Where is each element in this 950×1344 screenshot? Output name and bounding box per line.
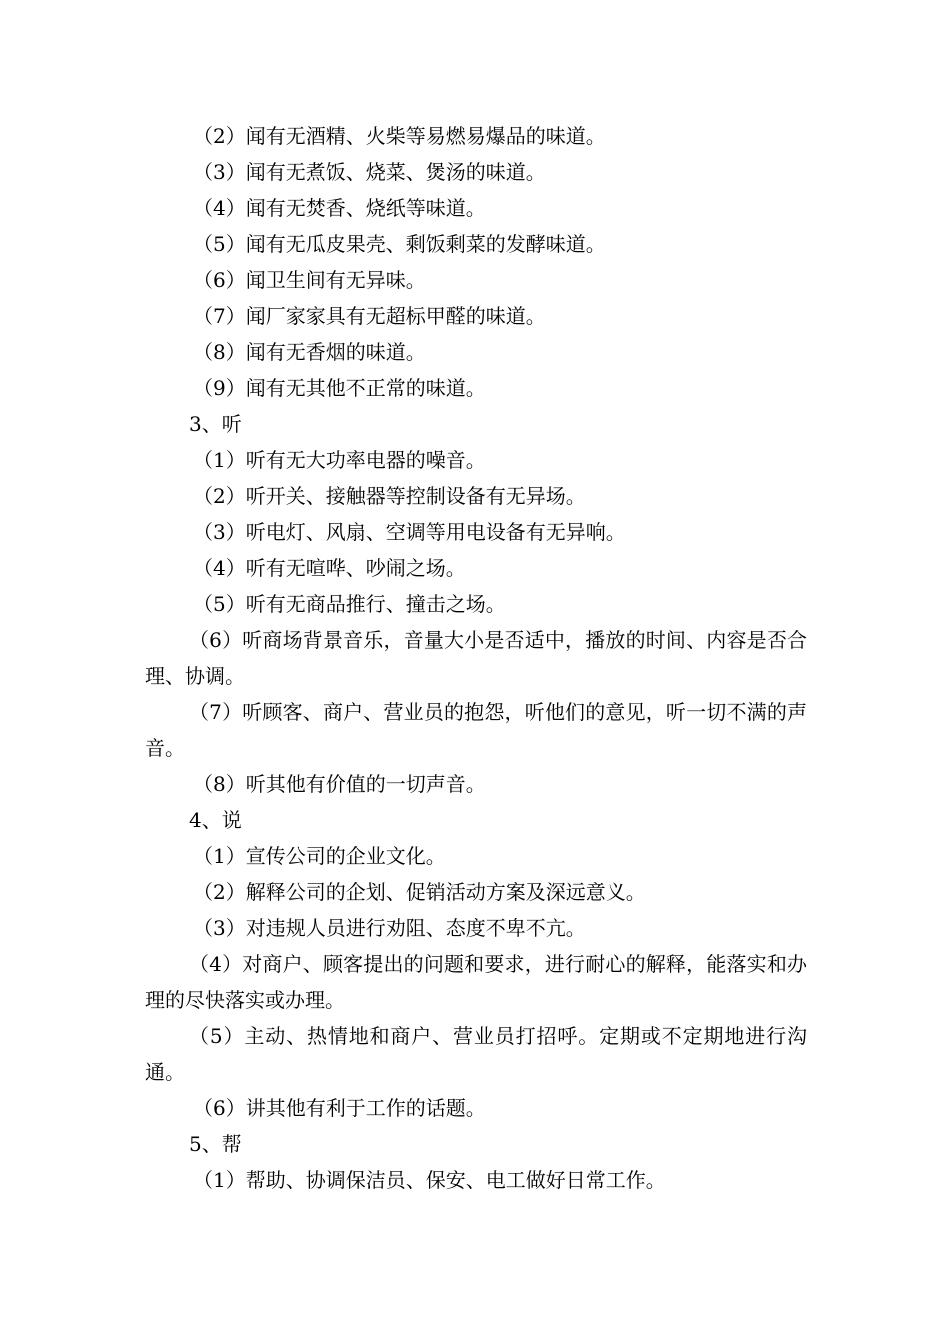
document-body (145, 118, 807, 1198)
list-item: （8）听其他有价值的一切声音。 (193, 772, 486, 796)
list-item: （2）听开关、接触器等控制设备有无异场。 (193, 484, 586, 508)
list-item: （1）帮助、协调保洁员、保安、电工做好日常工作。 (193, 1168, 666, 1192)
list-item: （4）闻有无焚香、烧纸等味道。 (193, 196, 486, 220)
list-item: （1）听有无大功率电器的噪音。 (193, 448, 486, 472)
list-item: （7）听顾客、商户、营业员的抱怨，听他们的意见，听一切不满的声音。 (145, 700, 807, 760)
list-item: （4）对商户、顾客提出的问题和要求，进行耐心的解释，能落实和办理的尽快落实或办理。 (145, 952, 807, 1012)
list-item: （6）讲其他有利于工作的话题。 (193, 1096, 486, 1120)
section-heading: 5、帮 (189, 1132, 242, 1156)
section-heading: 4、说 (189, 808, 242, 832)
list-item: （7）闻厂家家具有无超标甲醛的味道。 (193, 304, 546, 328)
list-item: （5）听有无商品推行、撞击之场。 (193, 592, 506, 616)
list-item: （6）闻卫生间有无异味。 (193, 268, 426, 292)
list-item: （5）闻有无瓜皮果壳、剩饭剩菜的发酵味道。 (193, 232, 606, 256)
list-item: （3）闻有无煮饭、烧菜、煲汤的味道。 (193, 160, 546, 184)
list-item: （3）对违规人员进行劝阻、态度不卑不亢。 (193, 916, 586, 940)
list-item: （9）闻有无其他不正常的味道。 (193, 376, 486, 400)
list-item: （6）听商场背景音乐，音量大小是否适中，播放的时间、内容是否合理、协调。 (145, 628, 807, 688)
list-item: （1）宣传公司的企业文化。 (193, 844, 446, 868)
section-heading: 3、听 (189, 412, 242, 436)
list-item: （3）听电灯、风扇、空调等用电设备有无异响。 (193, 520, 626, 544)
list-item: （4）听有无喧哗、吵闹之场。 (193, 556, 466, 580)
list-item: （2）解释公司的企划、促销活动方案及深远意义。 (193, 880, 646, 904)
list-item: （5）主动、热情地和商户、营业员打招呼。定期或不定期地进行沟通。 (145, 1024, 807, 1084)
list-item: （2）闻有无酒精、火柴等易燃易爆品的味道。 (193, 124, 606, 148)
list-item: （8）闻有无香烟的味道。 (193, 340, 426, 364)
